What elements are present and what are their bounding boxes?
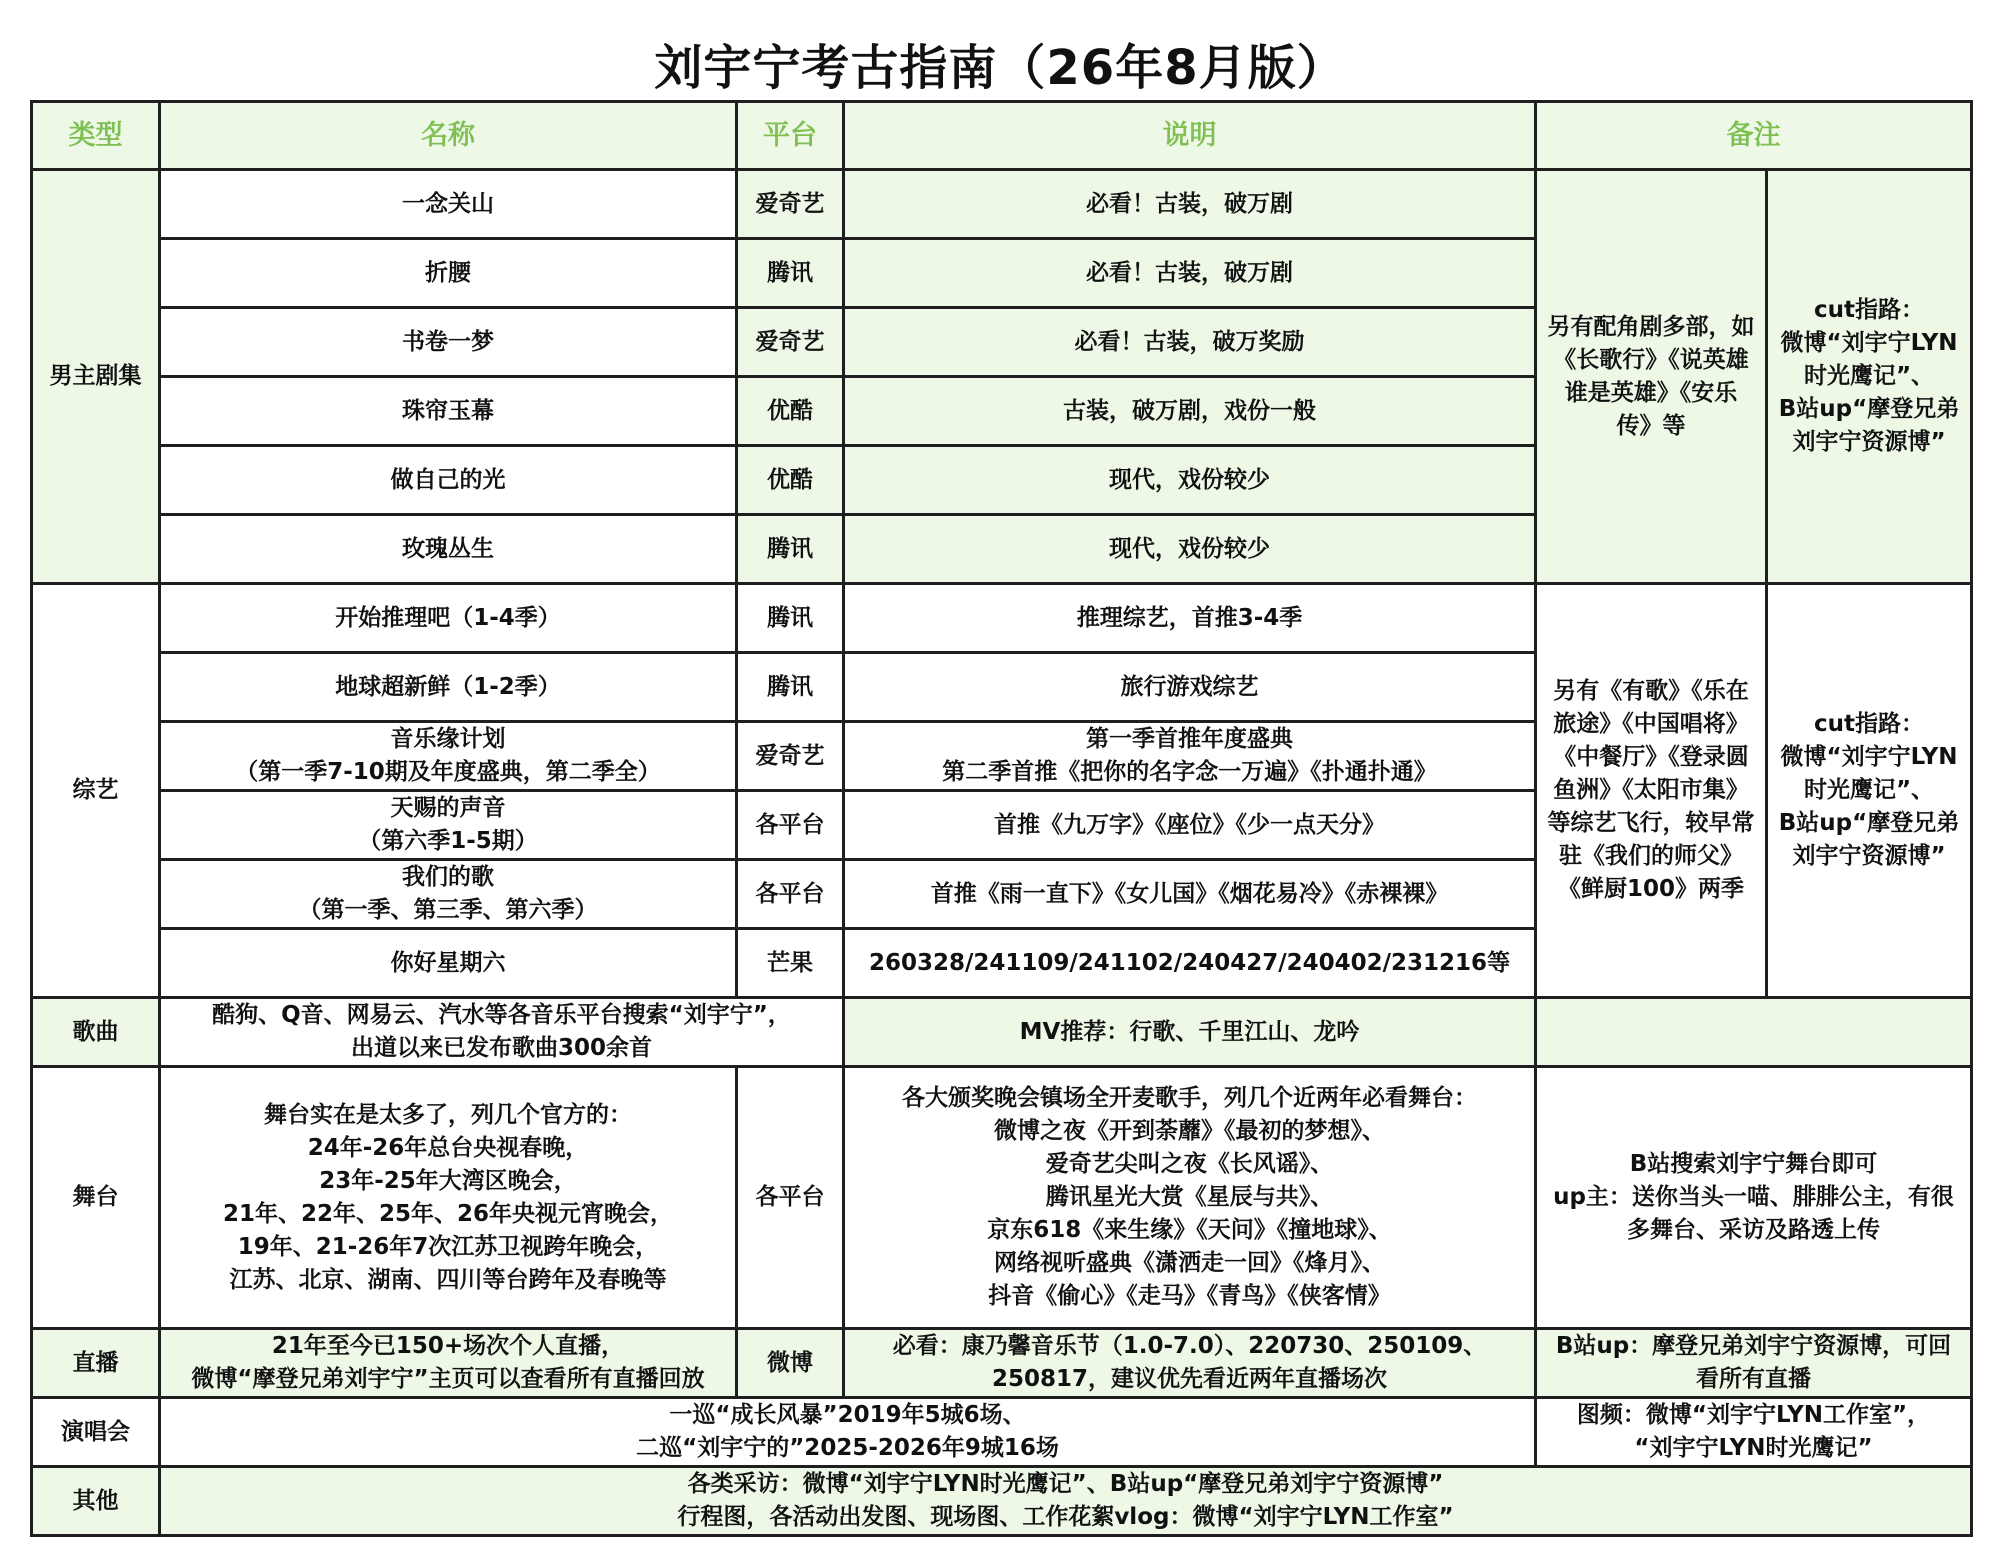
variety-remark-other-shows [1536,584,1767,998]
name-line: 天赐的声音 [390,795,506,821]
drama-desc: 必看！古装，破万奖励 [844,308,1536,377]
drama-platform: 优酷 [737,377,844,446]
name-line: 开始推理吧（1-4季） [335,604,561,631]
name-line: 地球超新鲜（1-2季） [335,673,561,700]
drama-name: 做自己的光 [160,446,737,515]
remark-line: 鱼洲》《太阳市集》 [1553,777,1749,803]
header-platform: 平台 [737,102,844,170]
remark-line: 《长歌行》《说英雄 [1553,346,1749,373]
stage-remark [1536,1067,1972,1329]
name-line: 19年、21-26年7次江苏卫视跨年晚会， [237,1233,659,1260]
variety-name [160,722,737,791]
name-line: （第六季1-5期） [358,828,538,854]
live-remark [1536,1329,1972,1398]
name-line: 你好星期六 [390,949,506,976]
content-line: 二巡“刘宇宁的”2025-2026年9城16场 [636,1435,1059,1461]
table-row [32,170,1972,239]
table-row [32,1467,1972,1536]
remark-line: 时光鹰记”、 [1803,777,1935,803]
desc-line: 网络视听盛典《潇洒走一回》《烽月》、 [994,1250,1385,1276]
drama-platform: 爱奇艺 [737,308,844,377]
desc-line: 腾讯星光大赏《星辰与共》、 [1045,1184,1334,1210]
variety-desc [844,860,1536,929]
variety-desc [844,929,1536,998]
name-line: 音乐缘计划 [390,726,506,752]
desc-line: 首推《九万字》《座位》《少一点天分》 [994,811,1385,838]
name-line: 舞台实在是太多了，列几个官方的： [264,1101,632,1128]
name-line: 24年-26年总台央视春晚， [307,1134,589,1161]
table-row [32,1067,1972,1329]
variety-name [160,653,737,722]
name-line: 23年-25年大湾区晚会， [319,1167,577,1194]
variety-desc [844,584,1536,653]
remark-line: cut指路： [1813,297,1924,323]
remark-line: up主：送你当头一喵、腓腓公主，有很 [1553,1184,1954,1210]
remark-line: 刘宇宁资源博” [1792,429,1946,455]
variety-platform: 芒果 [737,929,844,998]
variety-platform: 腾讯 [737,653,844,722]
variety-platform: 各平台 [737,791,844,860]
header-desc: 说明 [844,102,1536,170]
live-desc [844,1329,1536,1398]
name-line: 酷狗、Q音、网易云、汽水等各音乐平台搜索“刘宇宁”， [212,1002,791,1028]
variety-platform: 腾讯 [737,584,844,653]
category-drama: 男主剧集 [32,170,160,584]
drama-desc: 必看！古装，破万剧 [844,239,1536,308]
variety-name [160,791,737,860]
drama-platform: 腾讯 [737,239,844,308]
remark-line: 图频：微博“刘宇宁LYN工作室”， [1576,1402,1931,1428]
drama-desc: 古装，破万剧，戏份一般 [844,377,1536,446]
remark-line: B站up“摩登兄弟 [1778,396,1960,422]
desc-line: 京东618《来生缘》《天问》《撞地球》、 [987,1217,1392,1243]
variety-name [160,584,737,653]
desc-line: 250817，建议优先看近两年直播场次 [991,1366,1388,1392]
header-row [32,102,1972,170]
category-live: 直播 [32,1329,160,1398]
stage-name [160,1067,737,1329]
name-line: 出道以来已发布歌曲300余首 [350,1035,652,1061]
remark-line: 时光鹰记”、 [1803,363,1935,389]
remark-line: 另有配角剧多部，如 [1547,313,1755,340]
variety-platform: 爱奇艺 [737,722,844,791]
remark-line: 多舞台、采访及路透上传 [1627,1217,1880,1243]
live-name [160,1329,737,1398]
concert-remark [1536,1398,1972,1467]
page-title: 刘宇宁考古指南（26年8月版） [654,40,1346,96]
variety-remark-cut-guide [1767,584,1972,998]
remark-line: 传》等 [1616,412,1686,439]
drama-name: 折腰 [160,239,737,308]
name-line: 微博“摩登兄弟刘宇宁”主页可以查看所有直播回放 [191,1366,705,1392]
remark-line: 《中餐厅》《登录圆 [1553,744,1749,770]
content-line: 各类采访：微博“刘宇宁LYN时光鹰记”、B站up“摩登兄弟刘宇宁资源博” [687,1471,1444,1497]
remark-line: 旅途》《中国唱将》 [1553,711,1749,737]
desc-line: 必看：康乃馨音乐节（1.0-7.0）、220730、250109、 [892,1333,1487,1359]
drama-platform: 腾讯 [737,515,844,584]
category-stage: 舞台 [32,1067,160,1329]
remark-line: 另有《有歌》《乐在 [1553,678,1749,704]
drama-desc: 现代，戏份较少 [844,515,1536,584]
table-row [32,1398,1972,1467]
drama-desc: 现代，戏份较少 [844,446,1536,515]
desc-line: 各大颁奖晚会镇场全开麦歌手，列几个近两年必看舞台： [902,1085,1477,1111]
stage-platform: 各平台 [737,1067,844,1329]
remark-line: 看所有直播 [1696,1366,1811,1392]
variety-desc [844,791,1536,860]
remark-line: 刘宇宁资源博” [1792,843,1946,869]
category-songs: 歌曲 [32,998,160,1067]
content-line: 一巡“成长风暴”2019年5城6场、 [669,1402,1026,1428]
name-line: （第一季7-10期及年度盛典，第二季全） [235,759,661,785]
name-line: 21年、22年、25年、26年央视元宵晚会， [222,1200,674,1227]
drama-desc: 必看！古装，破万剧 [844,170,1536,239]
drama-remark-cut-guide [1767,170,1972,584]
desc-line: 第二季首推《把你的名字念一万遍》《扑通扑通》 [942,759,1437,785]
category-variety: 综艺 [32,584,160,998]
desc-line: 第一季首推年度盛典 [1086,726,1293,752]
drama-name: 书卷一梦 [160,308,737,377]
other-content [160,1467,1972,1536]
remark-line: 微博“刘宇宁LYN [1780,744,1958,770]
name-line: 我们的歌 [402,864,494,890]
desc-line: 推理综艺，首推3-4季 [1076,604,1303,631]
live-platform: 微博 [737,1329,844,1398]
remark-line: 驻《我们的师父》 [1559,843,1743,869]
variety-name [160,929,737,998]
drama-name: 玫瑰丛生 [160,515,737,584]
songs-remark [1536,998,1972,1067]
name-line: （第一季、第三季、第六季） [298,897,598,923]
table-row [32,998,1972,1067]
category-other: 其他 [32,1467,160,1536]
table-row [32,1329,1972,1398]
name-line: 21年至今已150+场次个人直播， [271,1333,625,1359]
drama-remark-side-roles [1536,170,1767,584]
remark-line: B站up：摩登兄弟刘宇宁资源博，可回 [1555,1333,1952,1359]
header-remark: 备注 [1536,102,1972,170]
variety-desc [844,653,1536,722]
remark-line: 等综艺飞行，较早常 [1547,810,1755,836]
songs-desc: MV推荐：行歌、千里江山、龙吟 [844,998,1536,1067]
desc-line: 旅行游戏综艺 [1120,673,1259,700]
table-row [32,584,1972,653]
songs-name [160,998,844,1067]
drama-platform: 优酷 [737,446,844,515]
remark-line: B站搜索刘宇宁舞台即可 [1629,1151,1878,1177]
desc-line: 微博之夜《开到荼蘼》《最初的梦想》、 [994,1118,1385,1144]
remark-line: 微博“刘宇宁LYN [1780,330,1958,356]
desc-line: 首推《雨一直下》《女儿国》《烟花易冷》《赤裸裸》 [930,880,1449,907]
drama-name: 珠帘玉幕 [160,377,737,446]
header-name: 名称 [160,102,737,170]
remark-line: B站up“摩登兄弟 [1778,810,1960,836]
remark-line: “刘宇宁LYN时光鹰记” [1634,1435,1873,1461]
drama-platform: 爱奇艺 [737,170,844,239]
desc-line: 爱奇艺尖叫之夜《长风谣》、 [1045,1151,1334,1177]
variety-platform: 各平台 [737,860,844,929]
guide-table [30,100,1973,1537]
desc-line: 260328/241109/241102/240427/240402/231216等 [868,949,1511,976]
header-type: 类型 [32,102,160,170]
content-line: 行程图，各活动出发图、现场图、工作花絮vlog：微博“刘宇宁LYN工作室” [677,1504,1454,1530]
remark-line: 谁是英雄》《安乐 [1564,379,1738,406]
remark-line: 《鲜厨100》两季 [1557,876,1744,902]
remark-line: cut指路： [1813,711,1924,737]
drama-name: 一念关山 [160,170,737,239]
variety-name [160,860,737,929]
name-line: 江苏、北京、湖南、四川等台跨年及春晚等 [229,1266,667,1293]
stage-desc [844,1067,1536,1329]
variety-desc [844,722,1536,791]
category-concert: 演唱会 [32,1398,160,1467]
concert-content [160,1398,1536,1467]
desc-line: 抖音《偷心》《走马》《青鸟》《侠客情》 [988,1283,1391,1309]
